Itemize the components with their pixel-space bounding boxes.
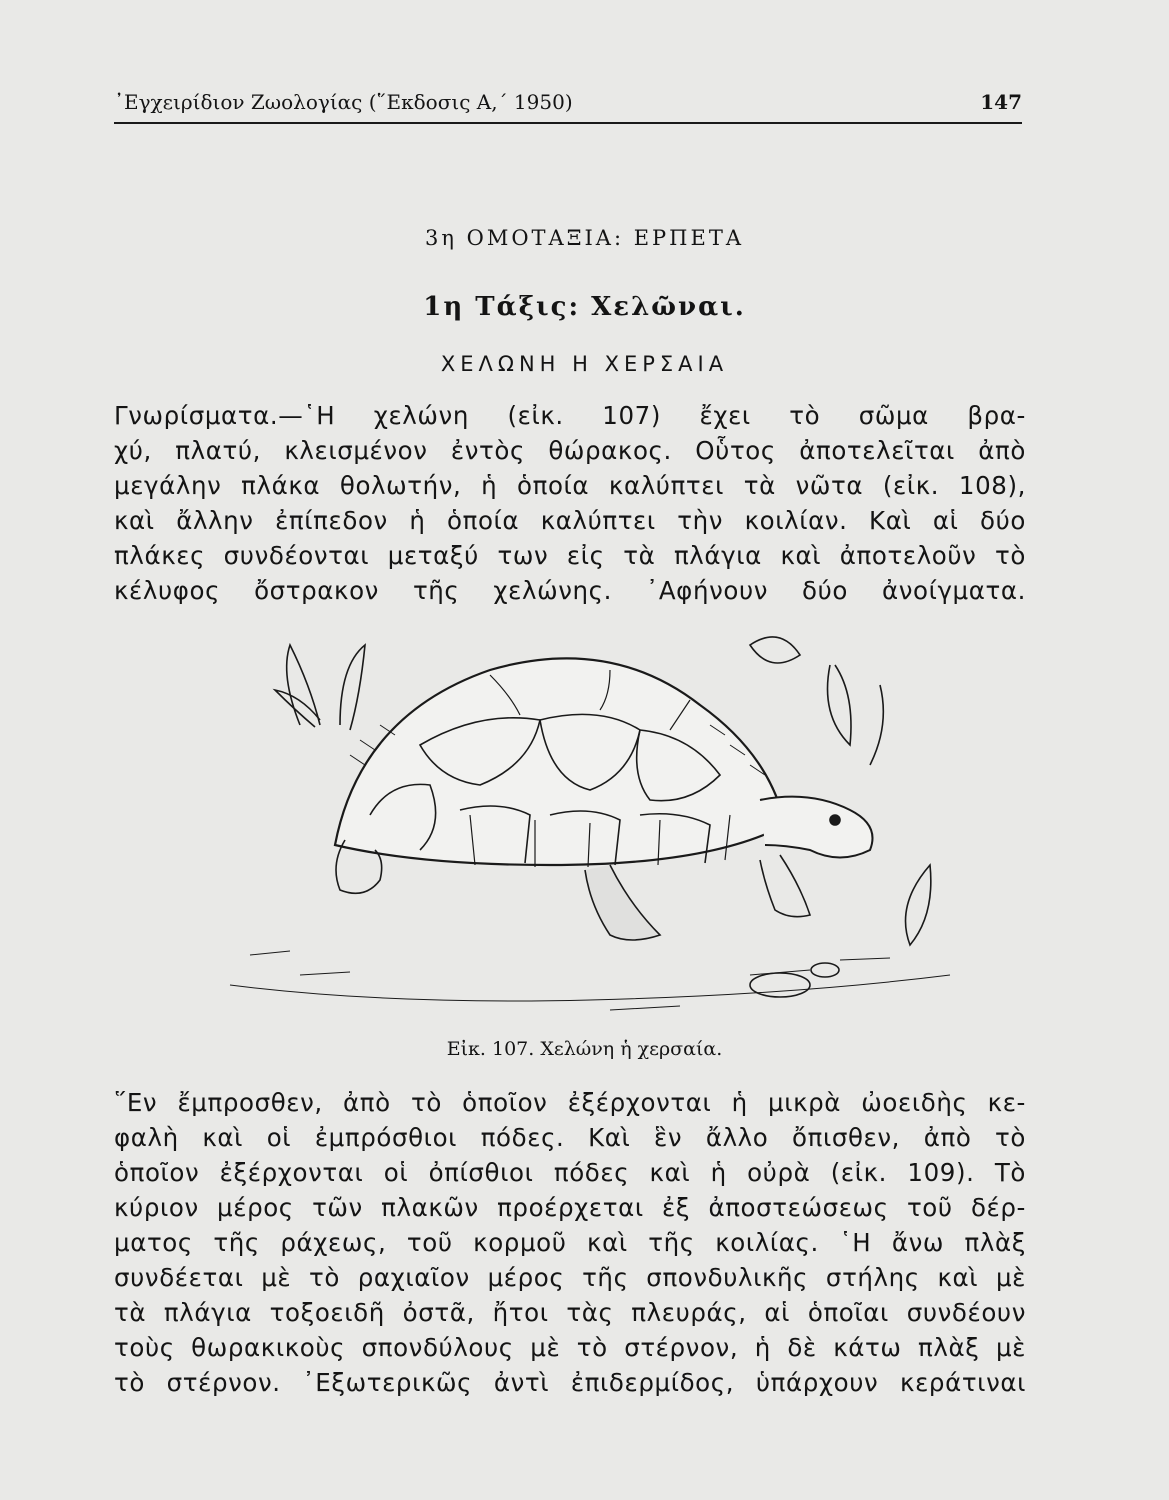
- text-line: τὰ πλάγια τοξοειδῆ ὀστᾶ, ἤτοι τὰς πλευράς, αἱ ὁποῖαι συνδέουν: [114, 1298, 1026, 1327]
- species-heading: ΧΕΛΩΝΗ Η ΧΕΡΣΑΙΑ: [440, 352, 729, 376]
- order-heading: 1η Τάξις: Χελῶναι.: [423, 292, 746, 322]
- text-line: πλάκες συνδέονται μεταξύ των εἰς τὰ πλάγια καὶ ἀποτελοῦν τὸ: [114, 541, 1026, 570]
- tortoise-illustration: [190, 615, 970, 1025]
- book-title: ᾿Εγχειρίδιον Ζωολογίας (῞Εκδοσις Α,΄ 1950): [114, 90, 573, 114]
- paragraph-1: [114, 398, 1026, 608]
- text-line: Γνωρίσματα.—῾Η χελώνη (εἰκ. 107) ἔχει τὸ σῶμα βρα-: [114, 401, 1026, 430]
- page-number: 147: [980, 90, 1022, 114]
- text-line: ματος τῆς ράχεως, τοῦ κορμοῦ καὶ τῆς κοιλίας. ῾Η ἄνω πλὰξ: [114, 1228, 1026, 1257]
- running-header: [114, 86, 1022, 124]
- text-line: ὁποῖον ἐξέρχονται οἱ ὀπίσθιοι πόδες καὶ ἡ οὐρὰ (εἰκ. 109). Τὸ: [114, 1158, 1026, 1187]
- text-line: ῞Εν ἔμπροσθεν, ἀπὸ τὸ ὁποῖον ἐξέρχονται ἡ μικρὰ ὠοειδὴς κε-: [114, 1088, 1026, 1117]
- text-line: φαλὴ καὶ οἱ ἐμπρόσθιοι πόδες. Καὶ ἓν ἄλλο ὄπισθεν, ἀπὸ τὸ: [114, 1123, 1026, 1152]
- text-line: κύριον μέρος τῶν πλακῶν προέρχεται ἐξ ἀποστεώσεως τοῦ δέρ-: [114, 1193, 1026, 1222]
- text-line: τὸ στέρνον. ᾿Εξωτερικῶς ἀντὶ ἐπιδερμίδος, ὑπάρχουν κεράτιναι: [114, 1368, 1026, 1397]
- text-line: χύ, πλατύ, κλεισμένον ἐντὸς θώρακος. Οὗτος ἀποτελεῖται ἀπὸ: [114, 436, 1026, 465]
- paragraph-2: [114, 1085, 1026, 1400]
- text-line: τοὺς θωρακικοὺς σπονδύλους μὲ τὸ στέρνον, ἡ δὲ κάτω πλὰξ μὲ: [114, 1333, 1026, 1362]
- text-line: κέλυφος ὄστρακον τῆς χελώνης. ᾿Αφήνουν δύο ἀνοίγματα.: [114, 576, 1026, 605]
- text-line: μεγάλην πλάκα θολωτήν, ἡ ὁποία καλύπτει τὰ νῶτα (εἰκ. 108),: [114, 471, 1026, 500]
- text-line: συνδέεται μὲ τὸ ραχιαῖον μέρος τῆς σπονδυλικῆς στήλης καὶ μὲ: [114, 1263, 1026, 1292]
- figure-caption: Εἰκ. 107. Χελώνη ἡ χερσαία.: [446, 1038, 723, 1060]
- text-line: καὶ ἄλλην ἐπίπεδον ἡ ὁποία καλύπτει τὴν κοιλίαν. Καὶ αἱ δύο: [114, 506, 1026, 535]
- class-heading: 3η ΟΜΟΤΑΞΙΑ: ΕΡΠΕΤΑ: [425, 226, 744, 250]
